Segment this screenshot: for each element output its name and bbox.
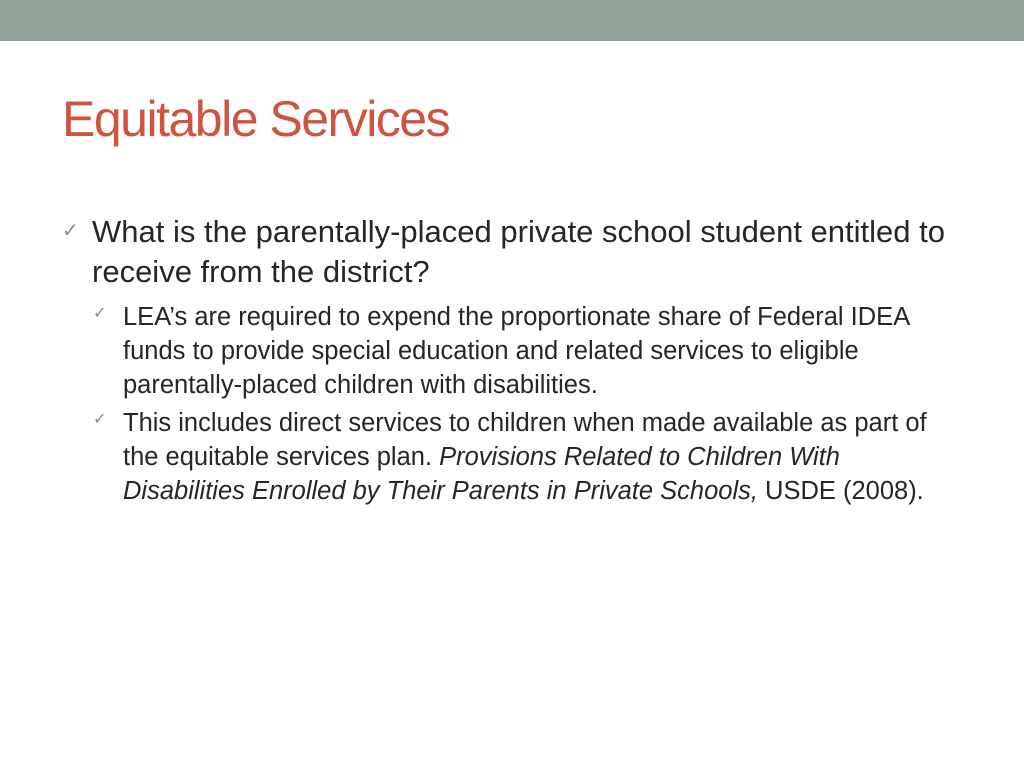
sub-bullet-lea-funds (93, 300, 962, 402)
citation-title: Provisions Related to Children With Disabilities Enrolled by Their Parents in Private Schools, (123, 443, 840, 505)
sub-bullet-lea-funds-text: LEA’s are required to expend the proportionate share of Federal IDEA funds to provide special education and related services to eligible parentally-placed children with disabilities. (123, 303, 909, 399)
slide-content (62, 212, 962, 508)
slide-title: Equitable Services (62, 91, 450, 147)
bullet-question-text: What is the parentally-placed private school student entitled to receive from the district? (92, 214, 945, 289)
sub-bullet-direct-services (93, 406, 962, 508)
check-icon: ✓ (93, 409, 107, 428)
sub-bullet-direct-services-text: This includes direct services to children when made available as part of the equitable services plan. (123, 409, 927, 471)
top-accent-bar (0, 0, 1024, 41)
citation-source: USDE (2008). (757, 477, 924, 505)
bullet-question (62, 212, 962, 292)
check-icon: ✓ (62, 218, 79, 242)
check-icon: ✓ (93, 303, 107, 322)
